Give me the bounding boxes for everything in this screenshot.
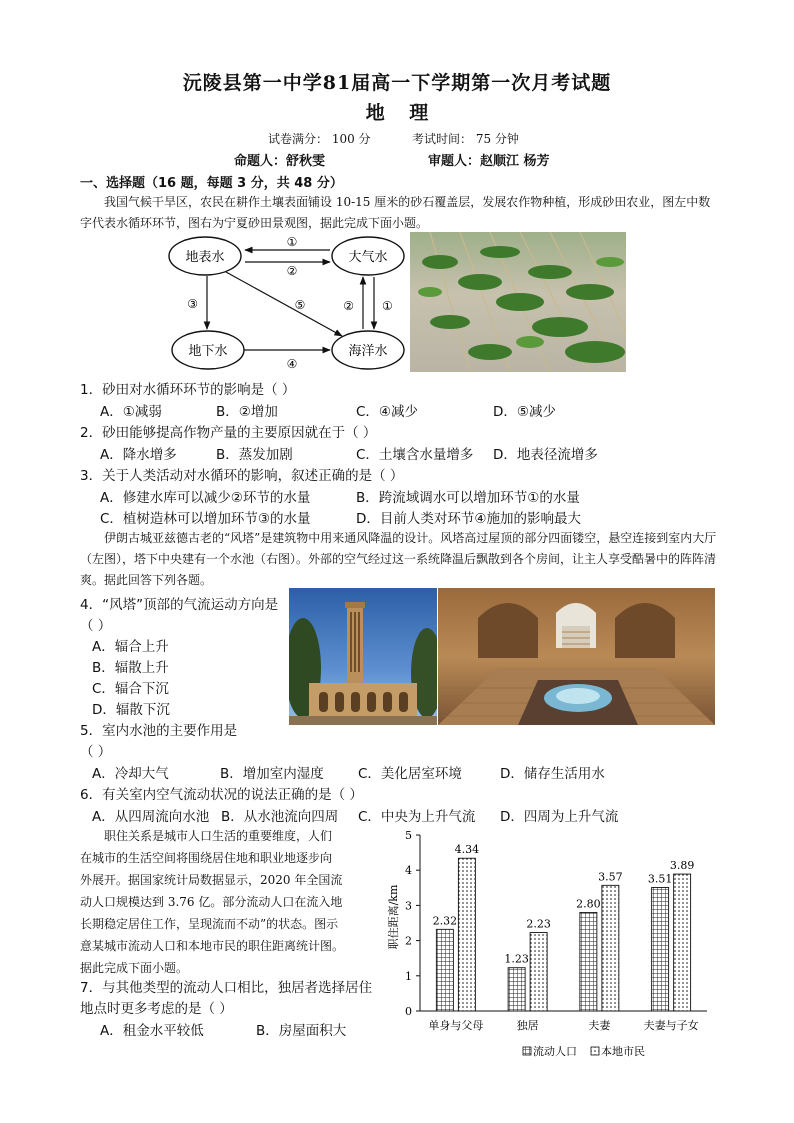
- label-1-top: ①: [286, 235, 298, 249]
- legend-label-migrant: 流动人口: [533, 1045, 577, 1058]
- question-2: 2．砂田能够提高作物产量的主要原因就在于（ ）: [80, 425, 377, 441]
- x-tick-label: 单身与父母: [428, 1019, 484, 1032]
- commute-distance-chart: [385, 825, 725, 1070]
- passage-3-line: 动人口规模达到 3.76 亿。部分流动人口在流入地: [80, 895, 343, 909]
- indoor-pool-photo: [438, 588, 715, 725]
- passage-3-line: 据此完成下面小题。: [80, 961, 189, 975]
- q4-option-d: D．辐散下沉: [92, 702, 170, 718]
- ocean-water-label: 海洋水: [348, 344, 388, 359]
- data-label: 3.57: [598, 870, 623, 884]
- q3-option-b: B．跨流域调水可以增加环节①的水量: [356, 490, 580, 506]
- passage-1: 我国气候干旱区，农民在耕作土壤表面铺设 10-15 厘米的砂石覆盖层，发展农作物种植，形成砂田农业，图左中数字代表水循环环节，图右为宁夏砂田景观图，据此完成下面小题。: [80, 195, 711, 230]
- setter-label: 命题人：舒秋雯: [234, 154, 326, 169]
- bar: [508, 968, 525, 1011]
- bar: [652, 887, 669, 1011]
- bar: [530, 933, 547, 1011]
- passage-3-line: 意某城市流动人口和本地市民的职住距离统计图。: [80, 939, 345, 953]
- label-5: ⑤: [294, 298, 306, 312]
- q6-option-b: B．从水池流向四周: [221, 809, 339, 825]
- question-7: 7．与其他类型的流动人口相比，独居者选择居住: [80, 980, 373, 996]
- q5-option-b: B．增加室内湿度: [220, 766, 324, 782]
- q1-option-a: A．①减弱: [100, 404, 162, 420]
- q5-option-a: A．冷却大气: [92, 766, 169, 782]
- q7-option-a: A．租金水平较低: [100, 1023, 204, 1039]
- passage-3-line: 在城市的生活空间将围绕居住地和职业地逐步向: [80, 851, 333, 865]
- q5-option-d: D．储存生活用水: [500, 766, 605, 782]
- bar: [674, 874, 691, 1011]
- data-label: 3.51: [647, 872, 673, 886]
- question-5: 5．室内水池的主要作用是: [80, 723, 238, 739]
- data-label: 2.23: [526, 917, 551, 931]
- q3-option-a: A．修建水库可以减少②环节的水量: [100, 490, 311, 506]
- q2-option-d: D．地表径流增多: [493, 447, 598, 463]
- q6-option-d: D．四周为上升气流: [500, 809, 619, 825]
- y-tick-label: 3: [405, 899, 412, 913]
- passage-3: [80, 825, 380, 979]
- subject-title: 地 理: [365, 102, 429, 124]
- passage-3-line: 长期稳定居住工作，呈现流而不动”的状态。图示: [80, 917, 339, 931]
- legend-swatch-migrant: [523, 1047, 531, 1055]
- chart-legend: [523, 1044, 645, 1058]
- bar: [458, 858, 475, 1011]
- x-tick-label: 独居: [516, 1019, 539, 1032]
- question-3: 3．关于人类活动对水循环的影响，叙述正确的是（ ）: [80, 468, 404, 484]
- score-label: 试卷满分： 100 分: [268, 132, 371, 146]
- bar: [436, 929, 453, 1011]
- q2-option-b: B．蒸发加剧: [216, 447, 293, 463]
- q6-option-a: A．从四周流向水池: [92, 809, 210, 825]
- legend-swatch-local: [591, 1047, 599, 1055]
- reviewer-label: 审题人：赵顺江 杨芳: [428, 154, 550, 169]
- passage-2: 伊朗古城亚兹德古老的“风塔”是建筑物中用来通风降温的设计。风塔高过屋顶的部分四面镂空，悬空连接到室内大厅（左图），塔下中央建有一个水池（右图）。外部的空气经过这一系统降温后飘散到各个房间，让主人享受酷暑中的阵阵清爽。据此回答下列各题。: [80, 531, 717, 587]
- arrow-5: [226, 272, 342, 336]
- label-2-right: ②: [343, 299, 354, 313]
- y-tick-label: 2: [405, 934, 412, 948]
- data-label: 1.23: [504, 952, 529, 966]
- sand-field-photo: [410, 232, 626, 372]
- data-label: 2.32: [432, 914, 458, 928]
- section-heading: 一、选择题（16 题，每题 3 分，共 48 分）: [80, 176, 343, 191]
- atmosphere-water-label: 大气水: [348, 250, 388, 265]
- q4-option-a: A．辐合上升: [92, 639, 169, 655]
- x-tick-label: 夫妻与子女: [643, 1019, 699, 1032]
- y-axis-label: 职住距离/km: [387, 884, 400, 950]
- y-tick-label: 0: [405, 1005, 412, 1018]
- passage-3-line: 外展开。据国家统计局数据显示，2020 年全国流: [80, 873, 343, 887]
- wind-tower-photo: [289, 588, 437, 725]
- label-1-right: ①: [382, 299, 393, 313]
- data-label: 3.89: [669, 859, 695, 873]
- surface-water-label: 地表水: [185, 250, 225, 265]
- y-tick-label: 1: [405, 969, 412, 983]
- q2-option-c: C．土壤含水量增多: [356, 447, 474, 463]
- time-label: 考试时间： 75 分钟: [412, 132, 519, 146]
- data-label: 2.80: [576, 897, 601, 911]
- label-2-top: ②: [286, 264, 298, 278]
- label-3: ③: [187, 297, 198, 311]
- q1-option-d: D．⑤减少: [493, 404, 556, 420]
- q4-option-b: B．辐散上升: [92, 660, 169, 676]
- question-1: 1．砂田对水循环环节的影响是（ ）: [80, 382, 296, 398]
- bar: [580, 912, 597, 1011]
- question-7-line-2: 地点时更多考虑的是（ ）: [80, 1001, 233, 1017]
- q7-option-b: B．房屋面积大: [256, 1023, 347, 1039]
- label-4: ④: [286, 357, 298, 371]
- water-cycle-diagram: [160, 230, 410, 375]
- bar: [602, 885, 619, 1011]
- q1-option-c: C．④减少: [356, 404, 419, 420]
- q2-option-a: A．降水增多: [100, 447, 177, 463]
- q3-option-c: C．植树造林可以增加环节③的水量: [100, 511, 311, 527]
- q3-option-d: D．目前人类对环节④施加的影响最大: [356, 511, 581, 527]
- q4-option-c: C．辐合下沉: [92, 681, 169, 697]
- y-tick-label: 5: [405, 829, 412, 842]
- q6-option-c: C．中央为上升气流: [358, 809, 476, 825]
- q1-option-b: B．②增加: [216, 404, 278, 420]
- y-tick-label: 4: [405, 864, 412, 878]
- x-tick-label: 夫妻: [588, 1019, 611, 1032]
- exam-title: 沅陵县第一中学81届高一下学期第一次月考试题: [182, 72, 612, 94]
- question-4-bracket: （ ）: [80, 618, 112, 634]
- passage-3-line: 职住关系是城市人口生活的重要维度，人们: [104, 829, 333, 843]
- question-6: 6．有关室内空气流动状况的说法正确的是（ ）: [80, 787, 363, 803]
- q5-option-c: C．美化居室环境: [358, 766, 462, 782]
- legend-label-local: 本地市民: [601, 1045, 645, 1058]
- ground-water-label: 地下水: [188, 344, 228, 359]
- data-label: 4.34: [454, 843, 480, 857]
- question-5-bracket: （ ）: [80, 744, 112, 760]
- question-4: 4．“风塔”顶部的气流运动方向是: [80, 597, 279, 613]
